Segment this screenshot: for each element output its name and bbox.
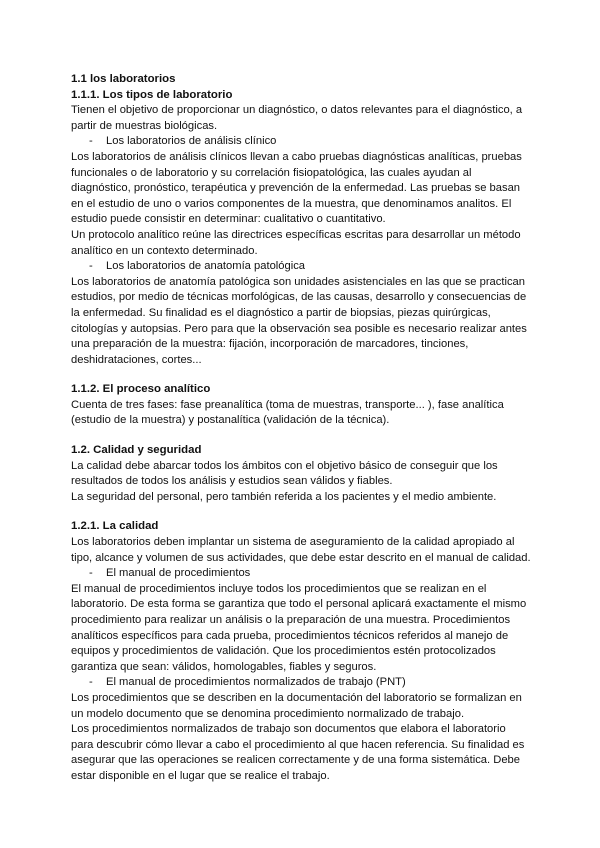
bullet-text: El manual de procedimientos normalizados de trabajo (PNT) [106,676,406,689]
bullet-text: Los laboratorios de anatomía patológica [106,260,306,273]
bullet-dash: - [89,567,93,580]
paragraph-tipos: Tienen el objetivo de proporcionar un diagnóstico, o datos relevantes para el diagnóstico, a partir de muestras biológicas. [71,104,523,132]
bullet-dash: - [89,676,93,689]
paragraph-clinico-1: Los laboratorios de análisis clínicos llevan a cabo pruebas diagnósticas analíticas, pruebas funcionales o de laboratorio y su correlación fisiopatológica, las cuales ayudan al diagnóstico, pronóstico, terapéutica y prevención de la enfermedad. Las pruebas se basan en el estudio de uno o varios componentes de la muestra, que denominamos analitos. El estudio puede consistir en determinar: cualitativo o cuantitativo. [71,150,522,226]
spacer [71,429,531,443]
paragraph-manual: El manual de procedimientos incluye todos los procedimientos que se realizan en el laboratorio. De esta forma se garantiza que todo el personal aplicará exactamente el mismo procedimiento para realizar un análisis o la preparación de una muestra. Procedimientos analíticos específicos para cada prueba, procedimientos técnicos referidos al manejo de equipos y procedimientos de validación. Que los procedimientos estén protocolizados garantiza que sean: válidos, homologables, fiables y seguros. [71,582,527,673]
bullet-text: El manual de procedimientos [106,567,251,580]
subsection-heading-tipos: 1.1.1. Los tipos de laboratorio [71,88,233,101]
paragraph-pnt-1: Los procedimientos que se describen en la documentación del laboratorio se formalizan en un modelo documento que se denomina procedimiento normalizado de trabajo. [71,691,522,720]
subsection-heading-proceso: 1.1.2. El proceso analítico [71,383,211,396]
paragraph-clinico-2: Un protocolo analítico reúne las directrices específicas escritas para desarrollar un método analítico en un contexto determinado. [71,228,521,257]
document-content [71,72,531,785]
paragraph-pnt-2: Los procedimientos normalizados de trabajo son documentos que elabora el laboratorio para descubrir cómo llevar a cabo el procedimiento al que hacen referencia. Su finalidad es asegurar que las operaciones se realicen correctamente y de una forma sistemática. Debe estar disponible en el lugar que se realice el trabajo. [71,723,525,782]
bullet-text: Los laboratorios de análisis clínico [106,135,277,148]
section-heading-laboratorios: 1.1 los laboratorios [71,73,176,85]
bullet-dash: - [89,260,93,273]
paragraph-proceso: Cuenta de tres fases: fase preanalítica (toma de muestras, transporte... ), fase analítica (estudio de la muestra) y postanalítica (validación de la técnica). [71,398,504,427]
bullet-analisis-clinico [71,134,531,150]
paragraph-anatomia: Los laboratorios de anatomía patológica son unidades asistenciales en las que se practican estudios, por medio de técnicas morfológicas, de las causas, desarrollo y consecuencias de la enfermedad. Su finalidad es el diagnóstico a partir de biopsias, piezas quirúrgicas, citologías y autopsias. Pero para que la observación sea posible es necesario realizar antes una preparación de la muestra: fijación, incorporación de marcadores, tinciones, deshidrataciones, cortes... [71,275,527,366]
bullet-manual-procedimientos [71,566,531,582]
section-heading-calidad-seguridad: 1.2. Calidad y seguridad [71,444,202,457]
subsection-heading-calidad: 1.2.1. La calidad [71,520,159,533]
bullet-anatomia-patologica [71,259,531,275]
bullet-dash: - [89,135,93,148]
paragraph-calidad-seguridad-1: La calidad debe abarcar todos los ámbitos con el objetivo básico de conseguir que los resultados de todos los análisis y estudios sean válidos y fiables. [71,459,498,488]
spacer [71,505,531,519]
paragraph-calidad-seguridad-2: La seguridad del personal, pero también referida a los pacientes y el medio ambiente. [71,490,497,503]
spacer [71,368,531,382]
bullet-manual-pnt [71,675,531,691]
paragraph-calidad: Los laboratorios deben implantar un sistema de aseguramiento de la calidad apropiado al tipo, alcance y volumen de sus actividades, que debe estar descrito en el manual de calidad. [71,536,531,564]
